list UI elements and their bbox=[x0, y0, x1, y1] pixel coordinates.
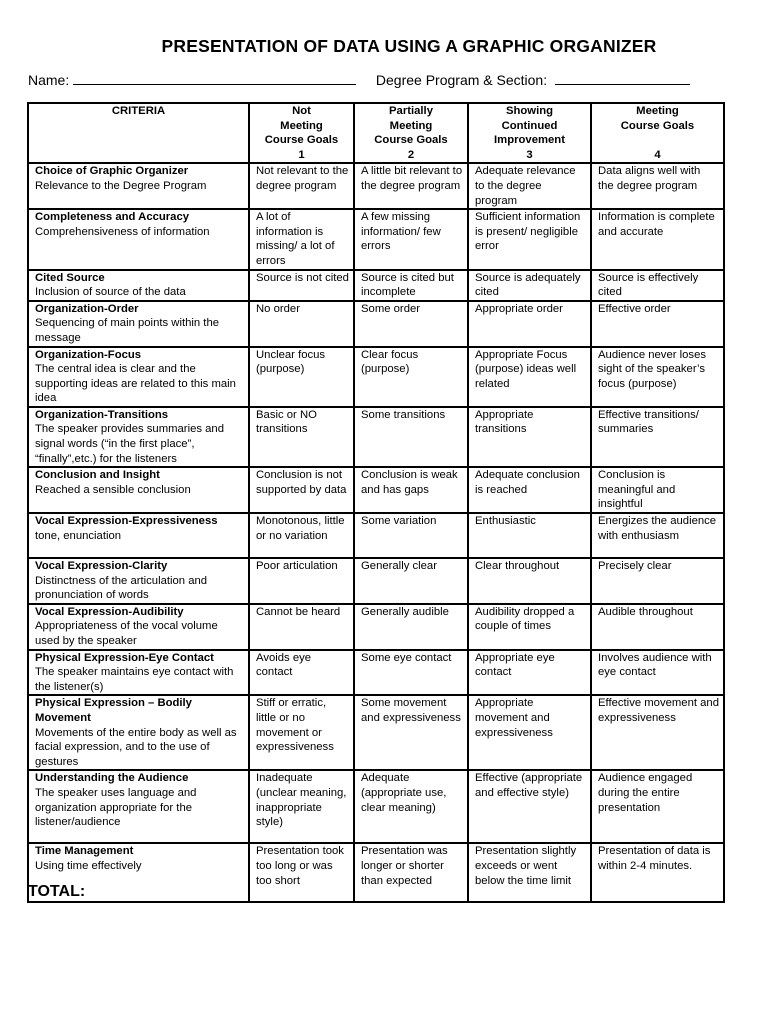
header-line bbox=[595, 133, 720, 148]
total-label: TOTAL: bbox=[28, 883, 86, 900]
level-3-cell: Appropriate Focus (purpose) ideas well related bbox=[468, 347, 591, 407]
level-2-cell: Adequate (appropriate use, clear meaning) bbox=[354, 770, 468, 843]
level-1-cell: No order bbox=[249, 301, 354, 347]
level-2-cell: A few missing information/ few errors bbox=[354, 209, 468, 269]
criteria-description: Inclusion of source of the data bbox=[35, 286, 186, 299]
level-1-cell: Poor articulation bbox=[249, 558, 354, 604]
table-row bbox=[28, 558, 724, 604]
level-4-cell: Energizes the audience with enthusiasm bbox=[591, 513, 724, 558]
criteria-description: Using time effectively bbox=[35, 859, 142, 872]
criteria-title: Cited Source bbox=[35, 271, 105, 284]
criteria-cell bbox=[28, 347, 249, 407]
criteria-cell bbox=[28, 650, 249, 696]
name-label: Name: bbox=[28, 72, 70, 88]
criteria-title: Vocal Expression-Expressiveness bbox=[35, 515, 218, 528]
header-line: Showing bbox=[505, 105, 554, 117]
level-1-cell: Basic or NO transitions bbox=[249, 407, 354, 467]
level-4-cell: Data aligns well with the degree program bbox=[591, 163, 724, 209]
rubric-body bbox=[28, 163, 724, 902]
criteria-title: Understanding the Audience bbox=[35, 772, 189, 785]
level-3-cell: Sufficient information is present/ negligible error bbox=[468, 209, 591, 269]
criteria-description: The speaker uses language and organization appropriate for the listener/audience bbox=[35, 786, 197, 829]
level-3-cell: Audibility dropped a couple of times bbox=[468, 604, 591, 650]
level-2-cell: Clear focus (purpose) bbox=[354, 347, 468, 407]
table-row bbox=[28, 770, 724, 843]
criteria-title: Choice of Graphic Organizer bbox=[35, 165, 189, 178]
level-3-cell: Enthusiastic bbox=[468, 513, 591, 558]
criteria-cell bbox=[28, 467, 249, 513]
header-line: Partially bbox=[389, 105, 433, 117]
level-4-cell: Audience never loses sight of the speaker’s focus (purpose) bbox=[591, 347, 724, 407]
level-3-cell: Appropriate transitions bbox=[468, 407, 591, 467]
criteria-title: Physical Expression – Bodily Movement bbox=[35, 697, 192, 724]
partially-meeting-header bbox=[354, 103, 468, 163]
criteria-description: Sequencing of main points within the message bbox=[35, 317, 220, 344]
header-line: 1 bbox=[298, 148, 305, 161]
criteria-cell bbox=[28, 695, 249, 770]
header-line: Course Goals bbox=[374, 134, 448, 147]
table-row bbox=[28, 407, 724, 467]
criteria-cell bbox=[28, 163, 249, 209]
level-2-cell: A little bit relevant to the degree program bbox=[354, 163, 468, 209]
criteria-title: Organization-Transitions bbox=[35, 408, 169, 421]
level-1-cell: Conclusion is not supported by data bbox=[249, 467, 354, 513]
level-2-cell: Some variation bbox=[354, 513, 468, 558]
level-1-cell: A lot of information is missing/ a lot of errors bbox=[249, 209, 354, 269]
level-2-cell: Source is cited but incomplete bbox=[354, 270, 468, 301]
criteria-description: Relevance to the Degree Program bbox=[35, 179, 207, 192]
table-row bbox=[28, 604, 724, 650]
table-row bbox=[28, 301, 724, 347]
level-1-cell: Unclear focus (purpose) bbox=[249, 347, 354, 407]
rubric-table bbox=[27, 102, 725, 903]
level-1-cell: Inadequate (unclear meaning, inappropriate style) bbox=[249, 770, 354, 843]
level-1-cell: Cannot be heard bbox=[249, 604, 354, 650]
criteria-title: Vocal Expression-Clarity bbox=[35, 560, 168, 573]
criteria-title: Organization-Order bbox=[35, 302, 139, 315]
criteria-description: Distinctness of the articulation and pronunciation of words bbox=[35, 574, 208, 602]
level-2-cell: Some order bbox=[354, 301, 468, 347]
header-line: 4 bbox=[654, 148, 661, 161]
level-2-cell: Some movement and expressiveness bbox=[354, 695, 468, 770]
degree-program-field[interactable] bbox=[555, 72, 690, 85]
level-3-cell: Presentation slightly exceeds or went below the time limit bbox=[468, 843, 591, 902]
criteria-cell bbox=[28, 407, 249, 467]
level-3-cell: Adequate conclusion is reached bbox=[468, 467, 591, 513]
not-meeting-header bbox=[249, 103, 354, 163]
level-4-cell: Effective movement and expressiveness bbox=[591, 695, 724, 770]
table-row bbox=[28, 513, 724, 558]
level-4-cell: Conclusion is meaningful and insightful bbox=[591, 467, 724, 513]
table-row bbox=[28, 843, 724, 902]
criteria-header bbox=[28, 103, 249, 163]
header-line: Continued bbox=[501, 119, 558, 132]
level-3-cell: Effective (appropriate and effective style) bbox=[468, 770, 591, 843]
criteria-title: Organization-Focus bbox=[35, 348, 142, 361]
header-line: Meeting bbox=[389, 119, 433, 132]
level-4-cell: Presentation of data is within 2-4 minutes. bbox=[591, 843, 724, 902]
level-1-cell: Presentation took too long or was too short bbox=[249, 843, 354, 902]
level-2-cell: Generally clear bbox=[354, 558, 468, 604]
level-1-cell: Monotonous, little or no variation bbox=[249, 513, 354, 558]
level-4-cell: Effective order bbox=[591, 301, 724, 347]
criteria-cell bbox=[28, 270, 249, 301]
table-row bbox=[28, 650, 724, 696]
level-4-cell: Audience engaged during the entire presentation bbox=[591, 770, 724, 843]
showing-improvement-header bbox=[468, 103, 591, 163]
level-2-cell: Generally audible bbox=[354, 604, 468, 650]
level-3-cell: Clear throughout bbox=[468, 558, 591, 604]
level-2-cell: Some eye contact bbox=[354, 650, 468, 696]
criteria-description: The speaker provides summaries and signal words (“in the first place”, “finally”,etc.) for the listeners bbox=[35, 423, 224, 465]
criteria-description: Comprehensiveness of information bbox=[35, 225, 210, 238]
criteria-cell bbox=[28, 770, 249, 843]
meeting-goals-header bbox=[591, 103, 724, 163]
degree-program-label: Degree Program & Section: bbox=[375, 72, 548, 88]
criteria-cell bbox=[28, 604, 249, 650]
level-3-cell: Source is adequately cited bbox=[468, 270, 591, 301]
level-2-cell: Conclusion is weak and has gaps bbox=[354, 467, 468, 513]
criteria-title: Physical Expression-Eye Contact bbox=[35, 651, 214, 664]
header-line: 2 bbox=[407, 148, 415, 161]
level-1-cell: Source is not cited bbox=[249, 270, 354, 301]
criteria-cell bbox=[28, 558, 249, 604]
level-3-cell: Adequate relevance to the degree program bbox=[468, 163, 591, 209]
header-row bbox=[28, 103, 724, 163]
level-1-cell: Not relevant to the degree program bbox=[249, 163, 354, 209]
table-row bbox=[28, 695, 724, 770]
header-line: Meeting bbox=[636, 105, 679, 117]
criteria-title: Time Management bbox=[35, 845, 134, 858]
name-degree-line bbox=[28, 72, 690, 88]
criteria-cell bbox=[28, 209, 249, 269]
level-2-cell: Some transitions bbox=[354, 407, 468, 467]
criteria-title: Conclusion and Insight bbox=[35, 469, 160, 482]
criteria-title: Vocal Expression-Audibility bbox=[35, 605, 184, 618]
level-4-cell: Involves audience with eye contact bbox=[591, 650, 724, 696]
header-line: Improvement bbox=[494, 134, 565, 147]
header-line: 3 bbox=[526, 148, 533, 161]
level-1-cell: Avoids eye contact bbox=[249, 650, 354, 696]
header-line: Course Goals bbox=[620, 119, 695, 132]
level-1-cell: Stiff or erratic, little or no movement or expressiveness bbox=[249, 695, 354, 770]
level-3-cell: Appropriate movement and expressiveness bbox=[468, 695, 591, 770]
level-3-cell: Appropriate order bbox=[468, 301, 591, 347]
criteria-description: The speaker maintains eye contact with the listener(s) bbox=[35, 666, 234, 693]
level-4-cell: Precisely clear bbox=[591, 558, 724, 604]
criteria-description: The central idea is clear and the supporting ideas are related to this main idea bbox=[35, 363, 236, 405]
header-line: Meeting bbox=[280, 119, 323, 132]
criteria-cell bbox=[28, 301, 249, 347]
name-field[interactable] bbox=[73, 72, 356, 85]
criteria-cell bbox=[28, 513, 249, 558]
table-row bbox=[28, 347, 724, 407]
level-4-cell: Audible throughout bbox=[591, 604, 724, 650]
level-4-cell: Effective transitions/ summaries bbox=[591, 407, 724, 467]
page-title: PRESENTATION OF DATA USING A GRAPHIC ORGANIZER bbox=[161, 36, 657, 56]
header-line: Not bbox=[292, 105, 311, 117]
table-row bbox=[28, 270, 724, 301]
table-row bbox=[28, 467, 724, 513]
header-line: Course Goals bbox=[264, 134, 339, 147]
criteria-description: Appropriateness of the vocal volume used by the speaker bbox=[35, 620, 218, 647]
criteria-description: Movements of the entire body as well as facial expression, and to the use of gestures bbox=[35, 726, 237, 768]
table-row bbox=[28, 209, 724, 269]
level-4-cell: Information is complete and accurate bbox=[591, 209, 724, 269]
level-3-cell: Appropriate eye contact bbox=[468, 650, 591, 696]
criteria-description: tone, enunciation bbox=[35, 529, 122, 542]
criteria-title: Completeness and Accuracy bbox=[35, 211, 190, 224]
criteria-description: Reached a sensible conclusion bbox=[35, 483, 191, 496]
table-row bbox=[28, 163, 724, 209]
level-2-cell: Presentation was longer or shorter than expected bbox=[354, 843, 468, 902]
level-4-cell: Source is effectively cited bbox=[591, 270, 724, 301]
header-line: CRITERIA bbox=[111, 105, 166, 117]
